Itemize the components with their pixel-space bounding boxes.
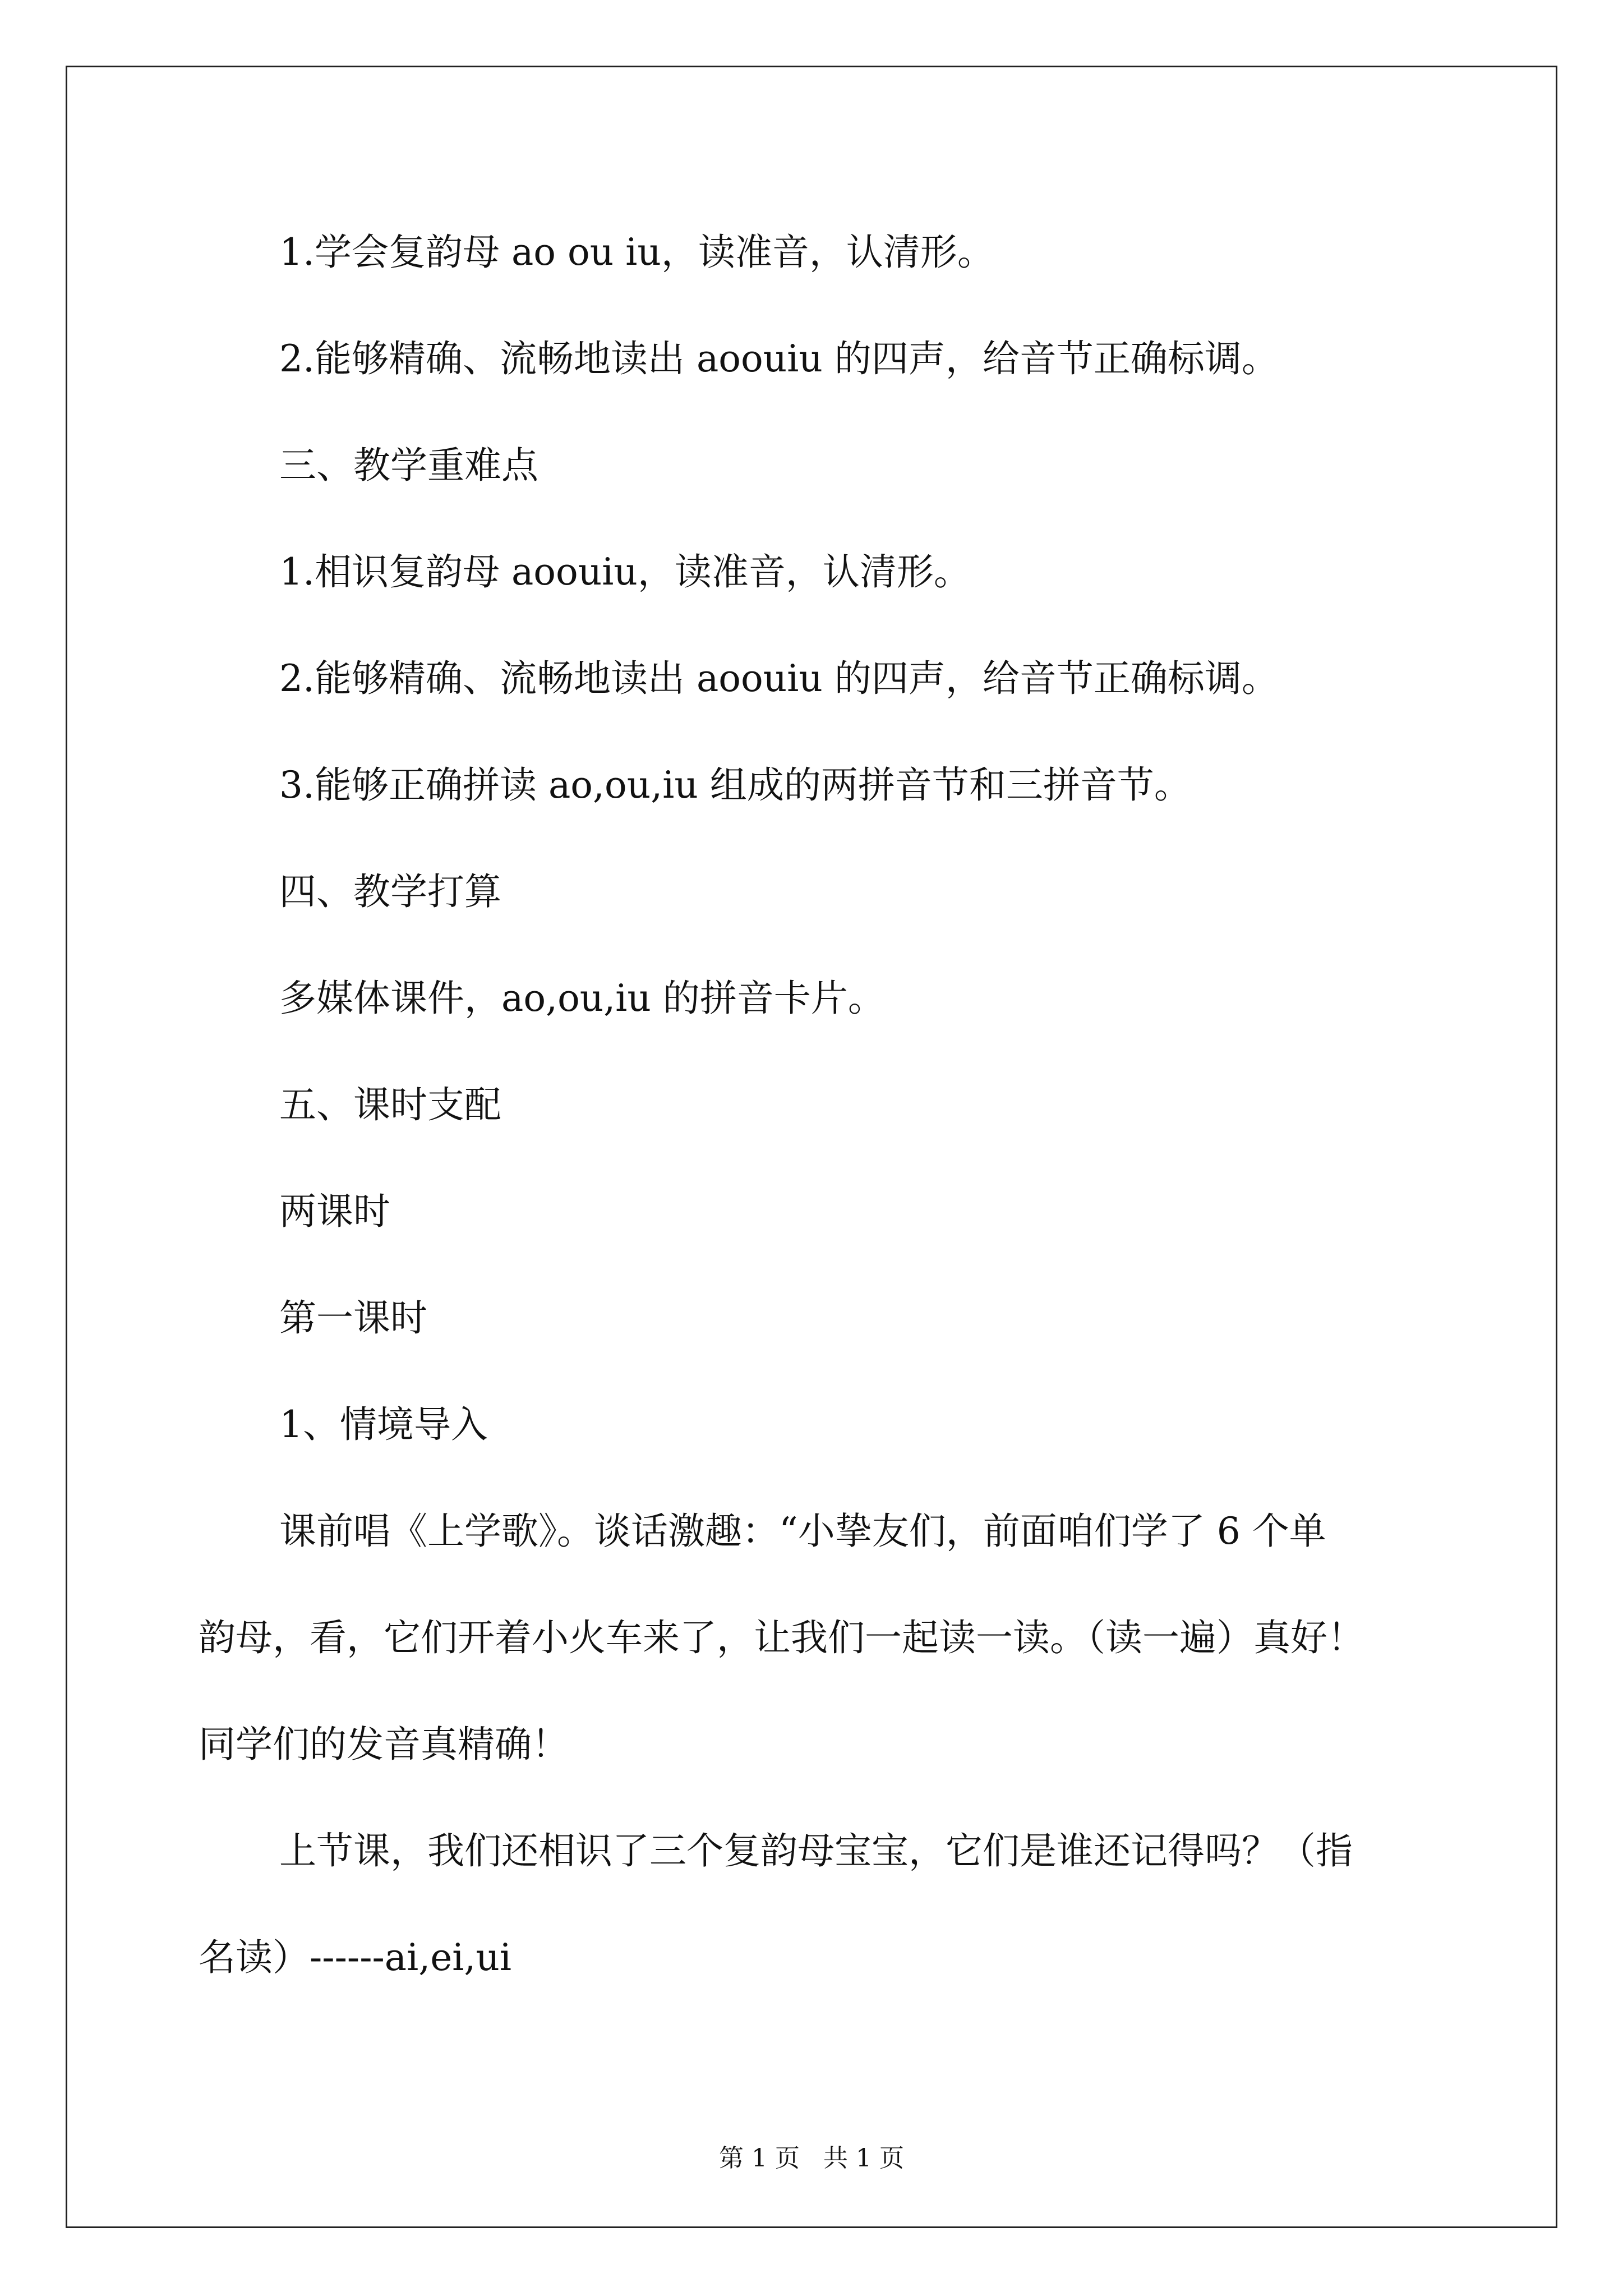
paragraph-1-line-2: 韵母，看，它们开着小火车来了，让我们一起读一读。（读一遍）真好！ (199, 1616, 1364, 1659)
preparation-text: 多媒体课件，ao,ou,iu 的拼音卡片。 (279, 977, 885, 1020)
paragraph-2-line-2: 名读）------ai,ei,ui (199, 1936, 512, 1979)
key-point-3: 3.能够正确拼读 ao,ou,iu 组成的两拼音节和三拼音节。 (279, 763, 1191, 807)
paragraph-2-line-1: 上节课，我们还相识了三个复韵母宝宝，它们是谁还记得吗？（指 (279, 1829, 1353, 1872)
objective-2: 2.能够精确、流畅地读出 aoouiu 的四声，给音节正确标调。 (279, 337, 1279, 380)
schedule-text: 两课时 (279, 1190, 390, 1233)
section-heading-key-points: 三、教学重难点 (279, 444, 538, 487)
step-heading: 1、情境导入 (279, 1403, 488, 1446)
page-footer (0, 2142, 1623, 2175)
paragraph-1-line-3: 同学们的发音真精确！ (199, 1723, 569, 1766)
section-heading-preparation: 四、教学打算 (279, 870, 501, 913)
key-point-1: 1.相识复韵母 aoouiu，读准音，认清形。 (279, 550, 971, 593)
page-number: 第 1 页 (719, 2144, 800, 2173)
section-heading-schedule: 五、课时支配 (279, 1083, 501, 1126)
objective-1: 1.学会复韵母 ao ou iu，读准音，认清形。 (279, 231, 994, 274)
page-total: 共 1 页 (823, 2144, 904, 2173)
page-border (66, 66, 1557, 2228)
lesson-heading: 第一课时 (279, 1296, 427, 1340)
paragraph-1-line-1: 课前唱《上学歌》。谈话激趣：“小挚友们，前面咱们学了 6 个单 (279, 1510, 1326, 1553)
key-point-2: 2.能够精确、流畅地读出 aoouiu 的四声，给音节正确标调。 (279, 657, 1279, 700)
